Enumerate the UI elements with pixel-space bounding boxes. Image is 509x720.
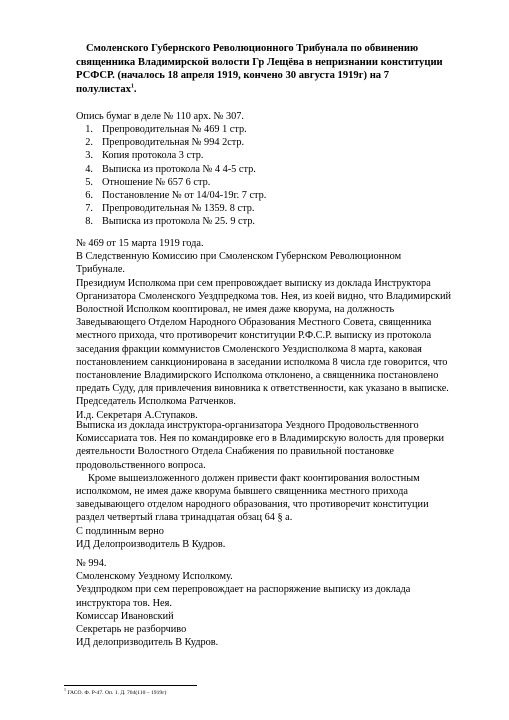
letter-469: [76, 237, 452, 422]
title-footnote-mark: 1: [130, 83, 134, 90]
letter-addressee: В Следственную Комиссию при Смоленском Губернском Революционном Трибунале.: [76, 251, 402, 276]
extract-paragraph: Выписка из доклада инструктора-организатора Уездного Продовольственного Комиссариата тов. Нея по командировке его в Владимирскую волость для проверки деятельности Волостного Отдела Снабжения по правильной постановке продовольственного вопроса.: [76, 420, 444, 471]
inventory-item: [76, 123, 448, 136]
inventory-item: [76, 163, 448, 176]
report-extract: [76, 419, 452, 551]
inventory-item: [76, 136, 448, 149]
document-title-text: Смоленского Губернского Революционного Трибунала по обвинению священника Владимирской волости Гр Лещёва в непризнании конституции РСФСР. (началось 18 апреля 1919, кончено 30 августа 1919г) на 7 полулистах: [76, 43, 443, 95]
secretary-signature: Секретарь не разборчиво: [76, 624, 187, 636]
certified-copy-note: С подлинным верно: [76, 525, 164, 537]
letter-body: Президиум Исполкома при сем препровождает выписку из доклада Инструктора Организатора Смоленского Уездпредкома тов. Нея, из коей видно, что Владимирский Волостной Исполком кооптировал, не имея даже кворума, на должность Заведывающего Отделом Народного Образования Местного Совета, священника местного прихода, что противоречит конституции Р.Ф.С.Р. выписку из протокола заседания фракции коммунистов Смоленского Уездисполкома 8 марта, каковая постановлением санкционирована в заседании исполкома 8 числа где говорится, что постановление Владимирского Исполкома отклонено, а священника постановлено предать Суду, для привлечения виновника к ответственности, как указано в выписке.: [76, 277, 452, 395]
document-title: Смоленского Губернского Революционного Трибунала по обвинению священника Владимирской волости Гр Лещёва в непризнании конституции РСФСР. (началось 18 апреля 1919, кончено 30 августа 1919г) на 7 полулистах$^1$.: [76, 43, 443, 95]
inventory-list: [76, 123, 448, 229]
inventory-item-text: Отношение № 657 6 стр.: [102, 176, 211, 188]
commissar-signature: Комиссар Ивановский: [76, 610, 174, 622]
inventory-item: [76, 149, 448, 162]
inventory-item: [76, 215, 448, 228]
inventory-item-number: 8.: [85, 216, 93, 228]
footnote-mark: 1: [64, 687, 66, 693]
inventory-item-text: Выписка из протокола № 4 4-5 стр.: [102, 163, 256, 175]
inventory-item-text: Препроводительная № 469 1 стр.: [102, 124, 247, 135]
footnote: [64, 687, 444, 697]
inventory-item-text: Препроводительная № 1359. 8 стр.: [102, 203, 255, 215]
inventory-item-number: 6.: [85, 190, 93, 202]
inventory-heading: Опись бумаг в деле № 110 арх. № 307.: [76, 111, 244, 122]
letter-994: [76, 557, 452, 649]
inventory-item-text: Препроводительная № 994 2стр.: [102, 137, 245, 149]
letter-chairman-signature: Председатель Исполкома Ратченков.: [76, 396, 236, 408]
inventory-item: [76, 176, 448, 189]
letter-addressee: Смоленскому Уездному Исполкому.: [76, 571, 233, 583]
inventory-item: [76, 189, 448, 202]
clerk-signature: ИД делопризводитель В Кудров.: [76, 637, 219, 649]
letter-number-date: № 469 от 15 марта 1919 года.: [76, 238, 204, 249]
clerk-signature: ИД Делопроизводитель В Кудров.: [76, 538, 226, 550]
inventory-item-number: 3.: [85, 150, 93, 162]
inventory-item-number: 7.: [85, 203, 93, 215]
letter-secretary-signature: И.д. Секретаря А.Ступаков.: [76, 409, 198, 421]
inventory-item-text: Копия протокола 3 стр.: [102, 150, 204, 162]
extract-paragraph: Кроме вышеизложенного должен привести факт коонтирования волостным исполкомом, не имея даже кворума бывшего священника местного прихода заведывающего отделом народного образования, что противоречит конституции раздел четвертый глава тринадцатая обзац 64 § а.: [76, 472, 429, 524]
footnote-text: ГАСО. Ф. Р-47. Оп. 1. Д. 704(110 – 1919г): [67, 690, 167, 696]
letter-number: № 994.: [76, 558, 107, 569]
inventory-item-number: 1.: [85, 124, 93, 135]
footnote-divider: [64, 685, 197, 686]
inventory-item-text: Выписка из протокола № 25. 9 стр.: [102, 216, 255, 228]
inventory-item-text: Постановление № от 14/04-19г. 7 стр.: [102, 190, 267, 202]
inventory-item-number: 2.: [85, 137, 93, 149]
letter-body: Уездпродком при сем перепровождает на распоряжение выписку из доклада инструктора тов. Нея.: [76, 584, 411, 609]
inventory-item: [76, 202, 448, 215]
inventory-item-number: 4.: [85, 163, 93, 175]
inventory-item-number: 5.: [85, 176, 93, 188]
